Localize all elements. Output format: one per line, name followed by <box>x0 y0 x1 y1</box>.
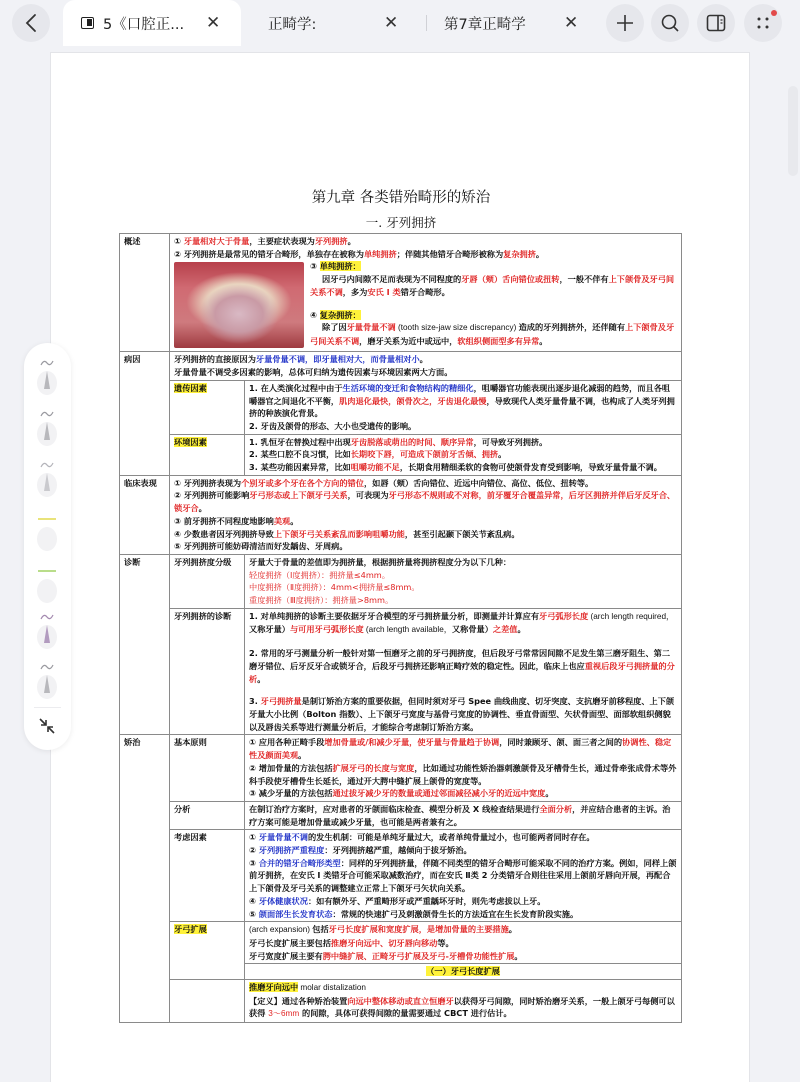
pen-tool-2[interactable] <box>34 410 60 448</box>
highlighter-yellow[interactable] <box>34 515 60 553</box>
squiggle-icon <box>40 410 54 418</box>
sub-label: 牙列拥挤度分级 <box>170 554 245 608</box>
clinical-content: ① 牙列拥挤表现为个别牙或多个牙在各个方向的错位，如唇（颊）舌向错位、近远中向错位、高位、低位、扭转等。 ② 牙列拥挤可能影响牙弓形态或上下颌牙弓关系，可表现为牙弓形态不规则或不对称，前牙覆牙合覆盖异常，后牙区拥挤并伴后牙反牙合、锁牙合。 ③ 前牙拥挤不同程度地影响美观。 ④ 少数患者因牙列拥挤导致上下颌牙弓关系紊乱而影响咀嚼功能，甚至引起颞下颌关节紊乱病。 ⑤ 牙列拥挤可能妨碍清洁而好发龋齿、牙周病。 <box>170 475 682 554</box>
subheading-cell <box>245 964 682 980</box>
environmental-content: 1. 乳恒牙在替换过程中出现牙齿脱落或萌出的时间、顺序异常，可导致牙列拥挤。 2. 某些口腔不良习惯，比如长期咬下唇，可造成下颌前牙舌倾、拥挤。 3. 某些功能因素异常，比如咀嚼功能不足，长期食用精细柔软的食物可使颌骨发育受到影响，导致牙量骨量不调。 <box>245 434 682 475</box>
color-swatch <box>38 518 56 520</box>
table-row-treatment-factors <box>120 830 682 922</box>
sub-label: 基本原则 <box>170 735 245 802</box>
highlighter-green[interactable] <box>34 567 60 605</box>
row-label: 临床表现 <box>120 475 170 554</box>
sub-label: 牙列拥挤的诊断 <box>170 608 245 735</box>
annotation-toolbar <box>24 343 71 750</box>
tab-document-3[interactable] <box>444 0 584 46</box>
table-row-genetic <box>120 380 682 434</box>
section-title: 一. 牙列拥挤 <box>365 215 437 230</box>
pen-tool-4[interactable] <box>34 663 60 701</box>
distalization-content: 推磨牙向远中 molar distalization 【定义】通过各种矫治装置向远中整体移动或直立恒磨牙以获得牙弓间隙，同时矫治磨牙关系，一般上颌牙弓每侧可以获得 3～6mm 的间隙，具体可获得间隙的量需要通过 CBCT 进行估计。 <box>245 980 682 1023</box>
analysis-content: 在制订治疗方案时，应对患者的牙颌面临床检查、模型分析及 X 线检查结果进行全面分析，并应结合患者的主诉。治疗方案可能是增加骨量或减少牙量，也可能是两者兼有之。 <box>245 801 682 829</box>
subheading: （一）牙弓长度扩展 <box>426 966 500 977</box>
plus-icon <box>615 13 635 33</box>
table-row-diagnosis-grading <box>120 554 682 608</box>
squiggle-icon <box>40 461 54 469</box>
notes-table <box>119 233 682 1023</box>
table-row-diagnosis-method <box>120 608 682 735</box>
more-icon <box>755 15 771 31</box>
expansion-content: (arch expansion) 包括牙弓长度扩展和宽度扩展，是增加骨量的主要措施。 牙弓长度扩展主要包括推磨牙向远中、切牙唇向移动等。 牙弓宽度扩展主要有腭中缝扩展、正畸牙弓扩展及牙弓-牙槽骨功能性扩展。 <box>245 922 682 964</box>
grading-content: 牙量大于骨量的差值即为拥挤量，根据拥挤量将拥挤程度分为以下几种： 轻度拥挤（Ⅰ度拥挤）：拥挤量≤4mm。 中度拥挤（Ⅱ度拥挤）：4mm<拥挤量≤8mm。 重度拥挤（Ⅲ度拥挤）：拥挤量>8mm。 <box>245 554 682 608</box>
factors-content: ① 牙量骨量不调的发生机制：可能是单纯牙量过大，或者单纯骨量过小，也可能两者同时存在。 ② 牙列拥挤严重程度：牙列拥挤越严重，越倾向于拔牙矫治。 ③ 合并的错牙合畸形类型：同样的牙列拥挤量，伴随不同类型的错牙合畸形可能采取不同的治疗方案。例如，同样上颌前牙拥挤，在安氏 I 类错牙合可能采取减数治疗，而在安氏 Ⅱ类 2 分类错牙合则往往采用上颌前牙唇向开展，再配合上下颌骨及牙弓关系的调整建立正常上下颌牙弓矢状向关系。 ④ 牙体健康状况：如有额外牙、严重畸形牙或严重龋坏牙时，则先考虑拔以上牙。 ⑤ 颌面部生长发育状态：常规的快速扩弓及刺激颌骨生长的方法适宜在生长发育阶段实施。 <box>245 830 682 922</box>
pen-tool-3[interactable] <box>34 461 60 499</box>
highlighter-icon <box>37 527 57 551</box>
empty-cell <box>170 980 245 1023</box>
sub-label: 遗传因素 <box>170 380 245 434</box>
row-label: 病因 <box>120 352 170 475</box>
notification-dot <box>771 10 777 16</box>
sub-label: 分析 <box>170 801 245 829</box>
sub-label: 环境因素 <box>170 434 245 475</box>
row-label: 诊断 <box>120 554 170 734</box>
table-row-treatment-principles <box>120 735 682 802</box>
tab-separator <box>426 15 427 31</box>
table-row-etiology <box>120 352 682 380</box>
squiggle-icon <box>40 663 54 671</box>
genetic-content: 1. 在人类演化过程中由于生活环境的变迁和食物结构的精细化，咀嚼器官功能表现出逐步退化减弱的趋势，而且各咀嚼器官之间退化不平衡，肌肉退化最快，颌骨次之，牙齿退化最慢，导致现代人类牙量骨量不调，也构成了人类牙列拥挤的种族演化背景。 2. 牙齿及颌骨的形态、大小也受遗传的影响。 <box>245 380 682 434</box>
row-label: 概述 <box>120 234 170 352</box>
scrollbar-handle[interactable] <box>788 86 798 176</box>
etiology-summary: 牙列拥挤的直接原因为牙量骨量不调，即牙量相对大，而骨量相对小。 牙量骨量不调受多因素的影响，总体可归纳为遗传因素与环境因素两大方面。 <box>170 352 682 380</box>
table-row-overview <box>120 234 682 352</box>
split-view-button[interactable] <box>697 4 735 42</box>
tab-label: 正畸学: <box>268 16 317 33</box>
sub-label: 考虑因素 <box>170 830 245 922</box>
toolbar-divider <box>34 707 61 708</box>
new-tab-button[interactable] <box>606 4 644 42</box>
more-button[interactable] <box>744 4 782 42</box>
tab-document-2[interactable] <box>268 0 408 46</box>
close-tab-icon[interactable]: ✕ <box>206 13 221 33</box>
search-icon <box>660 13 680 33</box>
browser-tab-bar <box>0 0 800 46</box>
table-row-clinical <box>120 475 682 554</box>
close-tab-icon[interactable]: ✕ <box>384 13 399 33</box>
close-tab-icon[interactable]: ✕ <box>564 13 579 33</box>
reader-icon <box>81 17 94 29</box>
principles-content: ① 应用各种正畸手段增加骨量或/和减少牙量，使牙量与骨量趋于协调，同时兼顾牙、颌、面三者之间的协调性、稳定性及颜面美观。 ② 增加骨量的方法包括扩展牙弓的长度与宽度，比如通过功能性矫治器刺激颌骨及牙槽骨生长，通过骨牵张成骨术等外科手段使牙槽骨生长延长，通过开大腭中缝扩展上颌骨的宽度等。 ③ 减少牙量的方法包括通过拔牙减少牙的数量或通过邻面减径减小牙的近远中宽度。 <box>245 735 682 802</box>
table-row-treatment-expansion <box>120 922 682 964</box>
table-row-treatment-analysis <box>120 801 682 829</box>
tab-label: 5《口腔正... <box>103 16 185 33</box>
page-title: 第九章 各类错殆畸形的矫治 <box>311 190 491 206</box>
document-viewer[interactable] <box>0 46 800 1071</box>
squiggle-icon <box>40 359 54 367</box>
table-row-environmental <box>120 434 682 475</box>
back-button[interactable] <box>12 4 50 42</box>
back-icon <box>24 13 38 33</box>
intraoral-photo <box>174 262 304 348</box>
search-button[interactable] <box>651 4 689 42</box>
pen-tool-purple[interactable] <box>34 613 60 651</box>
pen-tool-1[interactable] <box>34 359 60 397</box>
highlighter-icon <box>37 579 57 603</box>
split-view-icon <box>706 14 726 32</box>
squiggle-icon <box>40 613 54 621</box>
tab-document-1[interactable] <box>63 0 241 46</box>
pdf-page <box>50 52 750 1082</box>
diagnosis-content: 1. 对单纯拥挤的诊断主要依据牙牙合模型的牙弓拥挤量分析，即测量并计算应有牙弓弧形长度 (arch length required，又称牙量）与可用牙弓弧形长度 (arch length available，又称骨量）之差值。 2. 常用的牙弓测量分析一般针对第一恒磨牙之前的牙弓拥挤度，但后段牙弓常常因间隙不足发生第三磨牙阻生、第二磨牙错位、后牙反牙合或锁牙合，后段牙弓拥挤还影响正畸疗效的稳定性。因此，临床上也应重视后段牙弓拥挤量的分析。 3. 牙弓拥挤量是制订矫治方案的重要依据，但同时须对牙弓 Spee 曲线曲度、切牙突度、支抗磨牙前移程度、上下颌牙量大小比例（Bolton 指数）、上下颌牙弓宽度与基骨弓宽度的协调性、垂直骨面型、矢状骨面型、面部软组织侧貌以及唇齿关系等进行测量分析后，才能综合考虑制订矫治方案。 <box>245 608 682 735</box>
overview-content: ① 牙量相对大于骨量，主要症状表现为牙列拥挤。 ② 牙列拥挤是最常见的错牙合畸形，单独存在被称为单纯拥挤；伴随其他错牙合畸形被称为复杂拥挤。 ③ 单纯拥挤： 因牙弓内间隙不足而表现为不同程度的牙唇（颊）舌向错位或扭转，一般不伴有上下颌骨及牙弓间关系不调，多为安氏 I 类错牙合畸形。 ④ 复杂拥挤： 除了因牙量骨量不调 (tooth size-jaw size discrepancy) 造成的牙列拥挤外，还伴随有上下颌骨及牙弓间关系不调，磨牙关系为近中或远中，软组织侧面型多有异常。 <box>170 234 682 352</box>
row-label: 矫治 <box>120 735 170 1023</box>
sub-label: 牙弓扩展 <box>170 922 245 980</box>
table-row-distalization <box>120 980 682 1023</box>
color-swatch <box>38 570 56 572</box>
tab-label: 第7章正畸学 <box>444 16 526 33</box>
collapse-icon[interactable] <box>37 716 57 736</box>
